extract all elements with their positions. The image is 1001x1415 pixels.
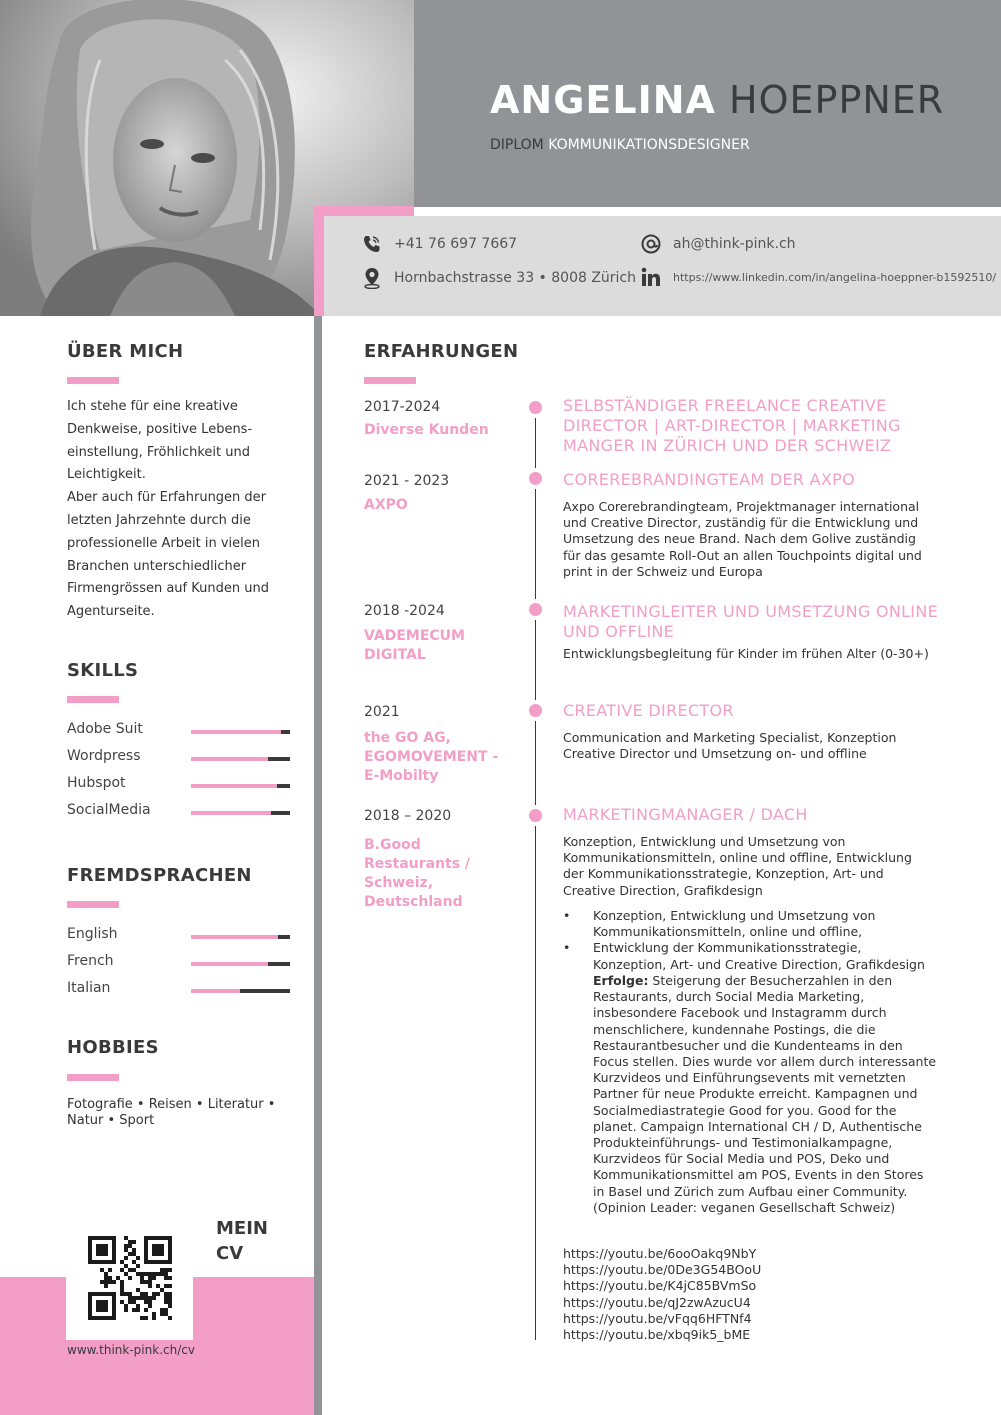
qr-module (132, 1260, 136, 1264)
skill-level-fill (191, 811, 271, 815)
skill-level-fill (191, 784, 277, 788)
qr-module (124, 1256, 128, 1260)
contact-email[interactable] (641, 234, 796, 254)
my-cv-label-line1: MEIN (216, 1218, 268, 1239)
qr-module (152, 1316, 156, 1320)
qr-module (128, 1300, 132, 1304)
qr-module (156, 1272, 160, 1276)
qr-module (160, 1268, 164, 1272)
qr-module (164, 1284, 168, 1288)
entry-years: 2018 -2024 (364, 603, 445, 619)
video-link[interactable]: https://youtu.be/K4jC85BVmSo (563, 1278, 757, 1294)
success-text (593, 973, 938, 1216)
qr-module (104, 1280, 108, 1284)
timeline-dot (529, 704, 542, 717)
qr-module (100, 1268, 104, 1272)
accent-strip (314, 206, 414, 216)
qr-module (96, 1244, 108, 1256)
video-link[interactable]: https://youtu.be/xbq9ik5_bME (563, 1327, 751, 1343)
qr-module (164, 1308, 168, 1312)
qr-module (124, 1292, 128, 1296)
qr-module (140, 1316, 144, 1320)
qr-module (136, 1264, 140, 1268)
success-label: Erfolge: (593, 973, 649, 988)
qr-module (132, 1300, 136, 1304)
qr-module (124, 1304, 128, 1308)
qr-module (124, 1264, 128, 1268)
hobbies-text: Fotografie • Reisen • Literatur • Natur • Sport (67, 1097, 276, 1128)
skill-level-fill (191, 989, 240, 993)
qr-module (124, 1248, 128, 1252)
phone-number: +41 76 697 7667 (394, 236, 518, 252)
title-prefix: DIPLOM (490, 137, 544, 153)
qr-module (120, 1268, 124, 1272)
heading-underline (67, 1074, 119, 1081)
entry-company: VADEMECUM DIGITAL (364, 628, 465, 663)
heading-underline (364, 377, 416, 384)
qr-module (152, 1312, 156, 1316)
qr-module (164, 1276, 168, 1280)
qr-module (168, 1296, 172, 1300)
success-body: Steigerung der Besucherzahlen in den Restaurants, durch Social Media Marketing, insbesondere Facebook und Instagramm durch menschlichere, kundennahe Postings, die die Restaurantbesucher und die Kundenteams in den Focus stellen. Dies wurde vor allem durch interessante Kurzvideos und Einführungsevents mit vernetzten Partner für neue Produkte erreicht. Kampagnen und Socialmediastrategie Good for you. Good for the planet. Campaign International CH / D, Authentische Produkteinführungs- und Testimonialkampagne, Kurzvideos für Social Media und POS, Deko und Kommunikationsmittel am POS, Events in den Stores in Basel und Zürich zum Aufbau einer Community. (Opinion Leader: veganen Gesellschaft Schweiz) (593, 973, 937, 1215)
skill-level-bar (191, 989, 290, 993)
skill-level-bar (191, 962, 290, 966)
qr-module (128, 1268, 132, 1272)
qr-module (140, 1276, 144, 1280)
skill-row (67, 926, 290, 946)
at-sign-icon (641, 234, 661, 254)
qr-module (128, 1292, 132, 1296)
hobbies-heading: HOBBIES (67, 1037, 159, 1058)
qr-module (168, 1292, 172, 1296)
entry-role: MARKETINGLEITER UND UMSETZUNG ONLINE UND OFFLINE (563, 602, 938, 641)
contact-linkedin[interactable] (641, 267, 996, 287)
skill-level-bar (191, 730, 290, 734)
qr-module (128, 1244, 132, 1248)
skill-level-fill (191, 935, 278, 939)
entry-company: B.Good Restaurants / Schweiz, Deutschland (364, 837, 471, 910)
phone-icon (362, 234, 382, 254)
qr-module (132, 1268, 136, 1272)
qr-module (152, 1244, 164, 1256)
qr-module (148, 1284, 152, 1288)
entry-years: 2021 - 2023 (364, 473, 450, 489)
entry-company: the GO AG, EGOMOVEMENT - E-Mobilty (364, 730, 499, 784)
qr-module (120, 1288, 124, 1292)
qr-module (120, 1300, 124, 1304)
qr-code[interactable] (66, 1214, 193, 1340)
qr-module (112, 1280, 116, 1284)
qr-module (136, 1272, 140, 1276)
qr-module (168, 1316, 172, 1320)
skill-label: English (67, 926, 118, 942)
achievement-list (563, 908, 938, 973)
qr-module (144, 1272, 148, 1276)
about-text (67, 396, 282, 624)
contact-phone[interactable] (362, 234, 517, 254)
qr-module (124, 1236, 128, 1240)
qr-module (144, 1296, 148, 1300)
qr-module (132, 1308, 136, 1312)
qr-module (132, 1248, 136, 1252)
entry-years: 2021 (364, 704, 400, 720)
qr-module (120, 1260, 124, 1264)
skills-heading: SKILLS (67, 660, 139, 681)
qr-module (164, 1292, 168, 1296)
entry-description: Axpo Corerebrandingteam, Projektmanager international und Creative Director, zuständig für die Entwicklung und Umsetzung des neue Brand. Nach dem Golive zuständig für das gesamte Roll-Out an allen Touchpoints digital und print in der Schweiz und Europa (563, 499, 922, 579)
qr-module (108, 1280, 112, 1284)
entry-role: MARKETINGMANAGER / DACH (563, 805, 808, 824)
skill-row (67, 953, 290, 973)
timeline-dot (529, 809, 542, 822)
skill-level-bar (191, 784, 290, 788)
list-item (563, 908, 938, 940)
qr-module (128, 1252, 132, 1256)
first-name: ANGELINA (490, 78, 716, 122)
cv-url[interactable]: www.think-pink.ch/cv (67, 1343, 195, 1357)
column-divider (314, 316, 322, 1415)
skill-row (67, 802, 290, 822)
qr-code-icon (66, 1214, 193, 1340)
qr-module (136, 1304, 140, 1308)
skill-label: French (67, 953, 114, 969)
qr-module (120, 1280, 124, 1284)
my-cv-label (216, 1216, 268, 1266)
video-link[interactable]: https://youtu.be/qJ2zwAzucU4 (563, 1294, 751, 1310)
qr-module (100, 1280, 104, 1284)
qr-module (160, 1312, 164, 1316)
skill-level-bar (191, 935, 290, 939)
qr-module (160, 1308, 164, 1312)
qr-module (160, 1288, 164, 1292)
qr-module (160, 1272, 164, 1276)
bullet-icon: • (563, 908, 571, 923)
skill-label: Adobe Suit (67, 721, 143, 737)
qr-module (148, 1304, 152, 1308)
timeline-dot (529, 603, 542, 616)
skill-row (67, 775, 290, 795)
entry-description: Konzeption, Entwicklung und Umsetzung von Kommunikationsmitteln, online und offline, Entwicklung der Kommunikationsstrategie, Konzeption, Art- und Creative Direction, Grafikdesign (563, 834, 912, 898)
qr-module (168, 1268, 172, 1272)
qr-module (152, 1296, 156, 1300)
qr-module (168, 1276, 172, 1280)
heading-underline (67, 377, 119, 384)
qr-module (124, 1308, 128, 1312)
skill-label: Italian (67, 980, 111, 996)
qr-module (144, 1292, 148, 1296)
timeline-line (535, 400, 536, 1340)
video-link[interactable]: https://youtu.be/6ooOakq9NbY (563, 1246, 757, 1261)
entry-years: 2018 – 2020 (364, 808, 452, 824)
qr-module (148, 1296, 152, 1300)
qr-module (156, 1292, 160, 1296)
qr-module (164, 1312, 168, 1316)
skill-level-bar (191, 757, 290, 761)
video-links (563, 1246, 761, 1343)
skill-label: Hubspot (67, 775, 126, 791)
contact-bar (324, 216, 1001, 316)
skill-level-fill (191, 730, 281, 734)
skill-row (67, 721, 290, 741)
linkedin-url: https://www.linkedin.com/in/angelina-hoeppner-b1592510/ (673, 270, 997, 284)
entry-years: 2017-2024 (364, 399, 441, 415)
qr-module (128, 1296, 132, 1300)
qr-module (152, 1276, 156, 1280)
list-item (563, 940, 938, 972)
skill-row (67, 980, 290, 1000)
skill-label: SocialMedia (67, 802, 151, 818)
qr-module (164, 1268, 168, 1272)
entry-role: SELBSTÄNDIGER FREELANCE CREATIVE DIRECTOR | ART-DIRECTOR | MARKETING MANGER IN ZÜRICH UND DER SCHWEIZ (563, 396, 901, 455)
timeline-dot (529, 472, 542, 485)
full-name (490, 78, 944, 122)
entry-role: COREREBRANDINGTEAM DER AXPO (563, 470, 856, 489)
qr-module (120, 1292, 124, 1296)
qr-module (104, 1276, 108, 1280)
qr-module (144, 1308, 148, 1312)
qr-module (148, 1300, 152, 1304)
qr-module (108, 1268, 112, 1272)
skill-label: Wordpress (67, 748, 141, 764)
qr-module (128, 1276, 132, 1280)
qr-module (152, 1272, 156, 1276)
qr-module (124, 1272, 128, 1276)
qr-module (136, 1308, 140, 1312)
qr-module (120, 1284, 124, 1288)
experience-heading: ERFAHRUNGEN (364, 341, 519, 362)
skill-level-fill (191, 757, 268, 761)
about-heading: ÜBER MICH (67, 341, 184, 362)
my-cv-label-line2: CV (216, 1243, 244, 1264)
accent-strip-vertical (314, 206, 324, 316)
qr-module (156, 1284, 160, 1288)
qr-module (164, 1296, 168, 1300)
qr-module (116, 1276, 120, 1280)
entry-company: Diverse Kunden (364, 422, 489, 438)
last-name: HOEPPNER (729, 78, 945, 122)
entry-role: CREATIVE DIRECTOR (563, 701, 734, 720)
qr-module (140, 1280, 144, 1284)
location-pin-icon (362, 267, 382, 289)
qr-module (168, 1284, 172, 1288)
languages-heading: FREMDSPRACHEN (67, 865, 252, 886)
job-title (490, 137, 750, 153)
qr-module (140, 1292, 144, 1296)
qr-module (136, 1296, 140, 1300)
skill-row (67, 748, 290, 768)
bullet-text: Entwicklung der Kommunikationsstrategie, Konzeption, Art- und Creative Direction, Grafikdesign (593, 940, 925, 972)
qr-module (136, 1256, 140, 1260)
skill-level-fill (191, 962, 268, 966)
qr-module (108, 1276, 112, 1280)
qr-module (148, 1272, 152, 1276)
timeline-dot (529, 401, 542, 414)
entry-company: AXPO (364, 497, 408, 513)
video-link[interactable]: https://youtu.be/0De3G54BOoU (563, 1262, 762, 1278)
heading-underline (67, 696, 119, 703)
qr-module (132, 1296, 136, 1300)
qr-module (132, 1240, 136, 1244)
qr-module (148, 1276, 152, 1280)
qr-module (148, 1280, 152, 1284)
qr-module (164, 1272, 168, 1276)
qr-module (124, 1244, 128, 1248)
email-address: ah@think-pink.ch (673, 236, 796, 252)
skill-level-bar (191, 811, 290, 815)
bullet-icon: • (563, 940, 571, 956)
entry-description: Communication and Marketing Specialist, Konzeption Creative Director und Umsetzung on- und offline (563, 730, 897, 762)
title-main: KOMMUNIKATIONSDESIGNER (548, 137, 750, 153)
qr-module (136, 1288, 140, 1292)
qr-module (152, 1292, 156, 1296)
qr-module (168, 1304, 172, 1308)
qr-module (104, 1284, 108, 1288)
heading-underline (67, 901, 119, 908)
qr-module (128, 1240, 132, 1244)
bullet-text: Konzeption, Entwicklung und Umsetzung von Kommunikationsmitteln, online und offline, (593, 908, 876, 940)
qr-module (140, 1296, 144, 1300)
video-link[interactable]: https://youtu.be/vFqq6HFTNf4 (563, 1310, 752, 1326)
qr-module (144, 1300, 148, 1304)
entry-description: Entwicklungsbegleitung für Kinder im frühen Alter (0-30+) (563, 646, 929, 661)
qr-module (144, 1280, 148, 1284)
qr-module (96, 1300, 108, 1312)
qr-module (140, 1272, 144, 1276)
linkedin-icon (641, 267, 661, 287)
qr-module (164, 1300, 168, 1304)
address-text: Hornbachstrasse 33 • 8008 Zürich (394, 270, 637, 286)
contact-address (362, 267, 636, 289)
qr-module (168, 1300, 172, 1304)
qr-module (144, 1316, 148, 1320)
qr-module (104, 1272, 108, 1276)
about-paragraph: Ich stehe für eine kreative Denkweise, positive Lebens- einstellung, Fröhlichkeit und Leichtigkeit. Aber auch für Erfahrungen der letzten Jahrzehnte durch die professionelle Arbeit in vielen Branchen unterschiedlicher Firmengrössen auf Kunden und Agenturseite. (67, 399, 269, 620)
qr-module (132, 1252, 136, 1256)
